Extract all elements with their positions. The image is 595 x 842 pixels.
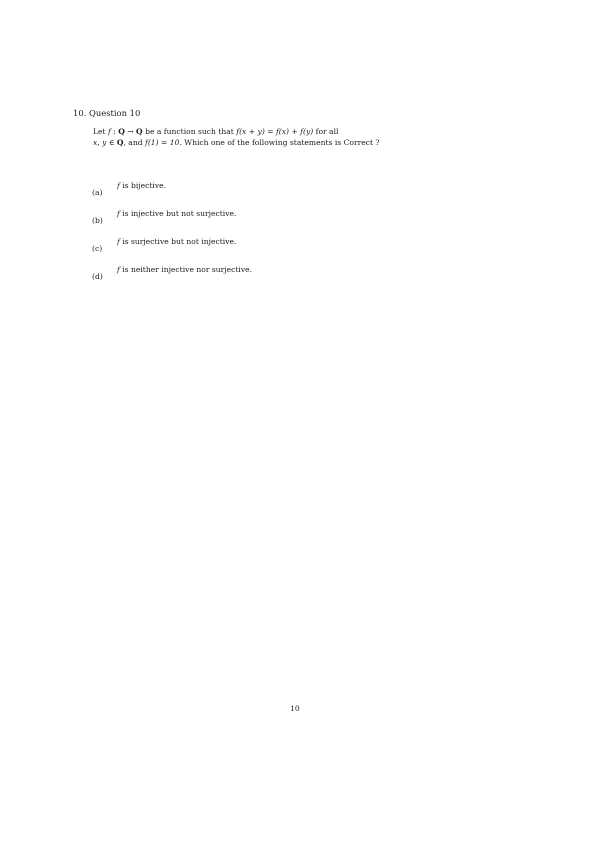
option-b-label: is injective but not surjective. (119, 209, 237, 218)
text-fragment: be a function such that (142, 127, 237, 136)
text-fragment: for all (313, 127, 339, 136)
question-text-line-2 (93, 138, 423, 149)
question-title: Question 10 (89, 108, 141, 118)
option-a-letter: (a) (92, 188, 103, 197)
option-b-text (117, 209, 236, 218)
math-vars: x, y (93, 137, 107, 147)
arrow-symbol: → (124, 127, 137, 136)
math-f: f (117, 181, 120, 190)
math-f: f (117, 237, 120, 246)
text-fragment: , and (123, 137, 146, 147)
text-fragment: : (110, 127, 119, 136)
option-d-label: is neither injective nor surjective. (119, 265, 253, 274)
math-Q: Q (116, 137, 124, 147)
math-Q: Q (118, 127, 125, 136)
option-a-text (117, 181, 166, 190)
option-c-letter: (c) (92, 244, 103, 253)
math-equation: f(x + y) = f(x) + f(y) (236, 127, 314, 136)
text-fragment: . Which one of the following statements is Correct ? (179, 137, 380, 147)
option-a-label: is bijective. (119, 181, 167, 190)
question-text (93, 127, 423, 148)
option-d-letter: (d) (92, 272, 103, 281)
question-text-line-1 (93, 127, 423, 138)
option-c-label: is surjective but not injective. (119, 237, 237, 246)
question-number: 10. (73, 108, 87, 118)
math-f: f (117, 265, 120, 274)
math-Q: Q (136, 127, 143, 136)
option-c-text (117, 237, 236, 246)
math-f: f (108, 127, 111, 136)
question-heading (73, 108, 140, 118)
option-b-letter: (b) (92, 216, 103, 225)
element-of-symbol: ∈ (106, 137, 117, 147)
page-number: 10 (290, 704, 300, 713)
math-equation: f(1) = 10 (145, 137, 180, 147)
text-fragment: Let (93, 127, 106, 136)
math-f: f (117, 209, 120, 218)
option-d-text (117, 265, 252, 274)
